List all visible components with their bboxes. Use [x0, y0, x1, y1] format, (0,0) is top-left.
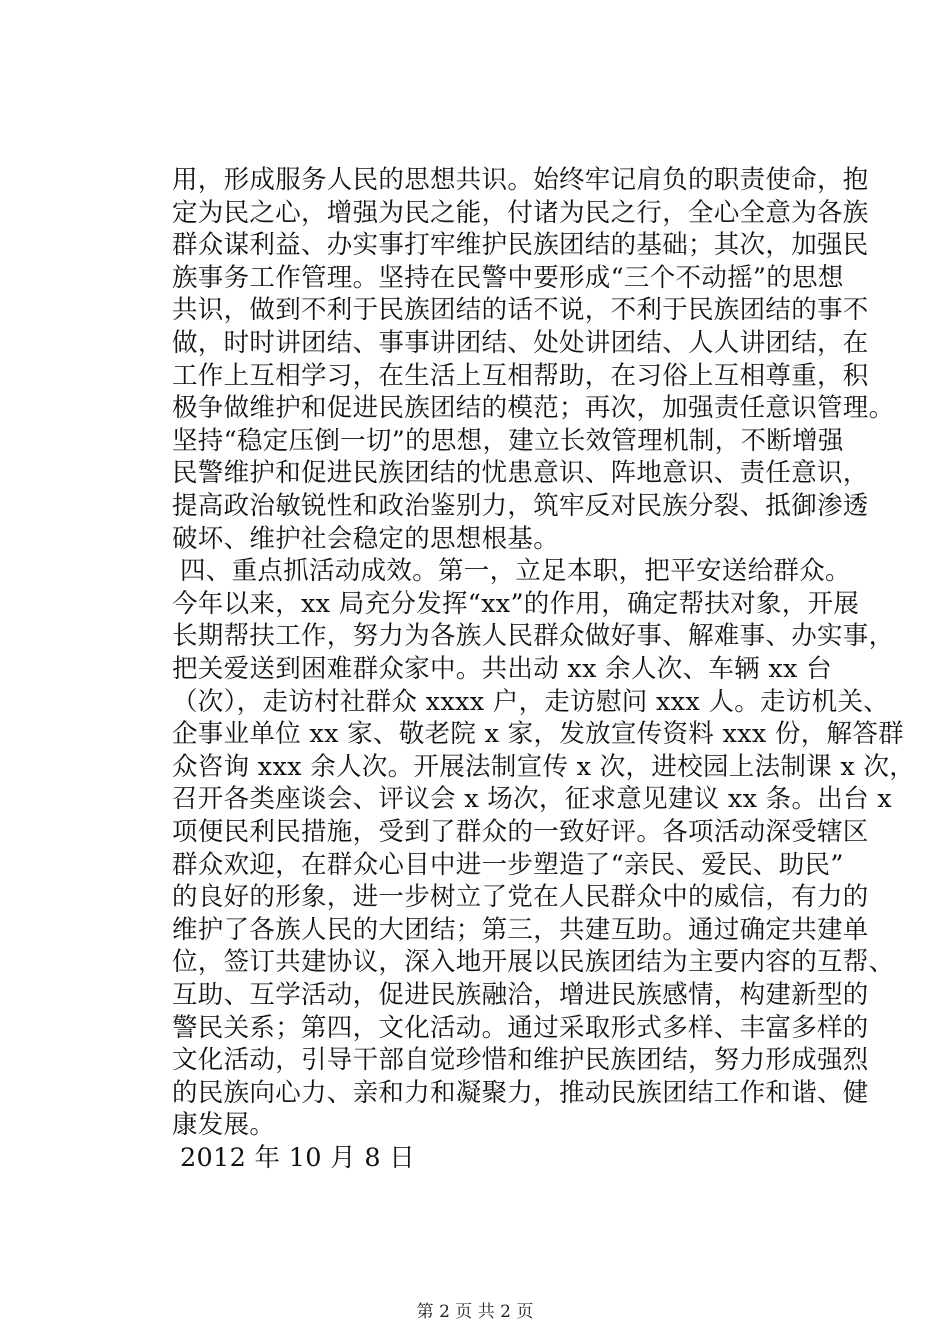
document-line: 维护了各族人民的大团结；第三，共建互助。通过确定共建单 — [172, 914, 869, 945]
document-line: 长期帮扶工作，努力为各族人民群众做好事、解难事、办实事， — [172, 621, 895, 652]
document-line: 互助、互学活动，促进民族融洽，增进民族感情，构建新型的 — [172, 980, 869, 1010]
document-line: 民警维护和促进民族团结的忧患意识、阵地意识、责任意识， — [172, 458, 869, 489]
document-line: 用，形成服务人民的思想共识。始终牢记肩负的职责使命，抱 — [172, 165, 869, 195]
document-line: 把关爱送到困难群众家中。共出动 xx 余人次、车辆 xx 台 — [172, 654, 832, 684]
document-line: 众咨询 xxx 余人次。开展法制宣传 x 次，进校园上法制课 x 次， — [172, 751, 916, 782]
document-line: 族事务工作管理。坚持在民警中要形成“三个不动摇”的思想 — [172, 262, 844, 293]
document-line: 工作上互相学习，在生活上互相帮助，在习俗上互相尊重，积 — [172, 360, 869, 391]
document-line: 提高政治敏锐性和政治鉴别力，筑牢反对民族分裂、抵御渗透 — [172, 491, 869, 521]
document-line: 共识，做到不利于民族团结的话不说，不利于民族团结的事不 — [172, 295, 869, 326]
document-line: 群众谋利益、办实事打牢维护民族团结的基础；其次，加强民 — [172, 230, 869, 261]
document-line: 四、重点抓活动成效。第一，立足本职，把平安送给群众。 — [180, 556, 851, 587]
document-line: 项便民利民措施，受到了群众的一致好评。各项活动深受辖区 — [172, 817, 869, 847]
document-line: 警民关系；第四，文化活动。通过采取形式多样、丰富多样的 — [172, 1012, 869, 1043]
document-line: 文化活动，引导干部自觉珍惜和维护民族团结，努力形成强烈 — [172, 1045, 869, 1076]
document-line: 的民族向心力、亲和力和凝聚力，推动民族团结工作和谐、健 — [172, 1077, 869, 1108]
document-line: 极争做维护和促进民族团结的模范；再次，加强责任意识管理。 — [172, 393, 895, 424]
document-line: （次），走访村社群众 xxxx 户，走访慰问 xxx 人。走访机关、 — [172, 686, 890, 717]
document-line: 的良好的形象，进一步树立了党在人民群众中的威信，有力的 — [172, 882, 869, 913]
document-line: 坚持“稳定压倒一切”的思想，建立长效管理机制，不断增强 — [172, 425, 844, 456]
document-line: 群众欢迎，在群众心目中进一步塑造了“亲民、爱民、助民” — [172, 849, 844, 880]
document-line: 做，时时讲团结、事事讲团结、处处讲团结、人人讲团结，在 — [172, 328, 869, 358]
document-line: 今年以来，xx 局充分发挥“xx”的作用，确定帮扶对象，开展 — [172, 588, 860, 619]
document-line: 企事业单位 xx 家、敬老院 x 家，发放宣传资料 xxx 份，解答群 — [172, 719, 904, 750]
document-line: 破坏、维护社会稳定的思想根基。 — [172, 523, 560, 554]
document-line: 康发展。 — [172, 1110, 276, 1141]
document-line: 召开各类座谈会、评议会 x 场次，征求意见建议 xx 条。出台 x — [172, 784, 892, 815]
document-date: 2012 年 10 月 8 日 — [180, 1143, 416, 1173]
document-line: 定为民之心，增强为民之能，付诸为民之行，全心全意为各族 — [172, 197, 869, 228]
document-line: 位，签订共建协议，深入地开展以民族团结为主要内容的互帮、 — [172, 947, 895, 978]
page-footer: 第 2 页 共 2 页 — [416, 1302, 534, 1322]
